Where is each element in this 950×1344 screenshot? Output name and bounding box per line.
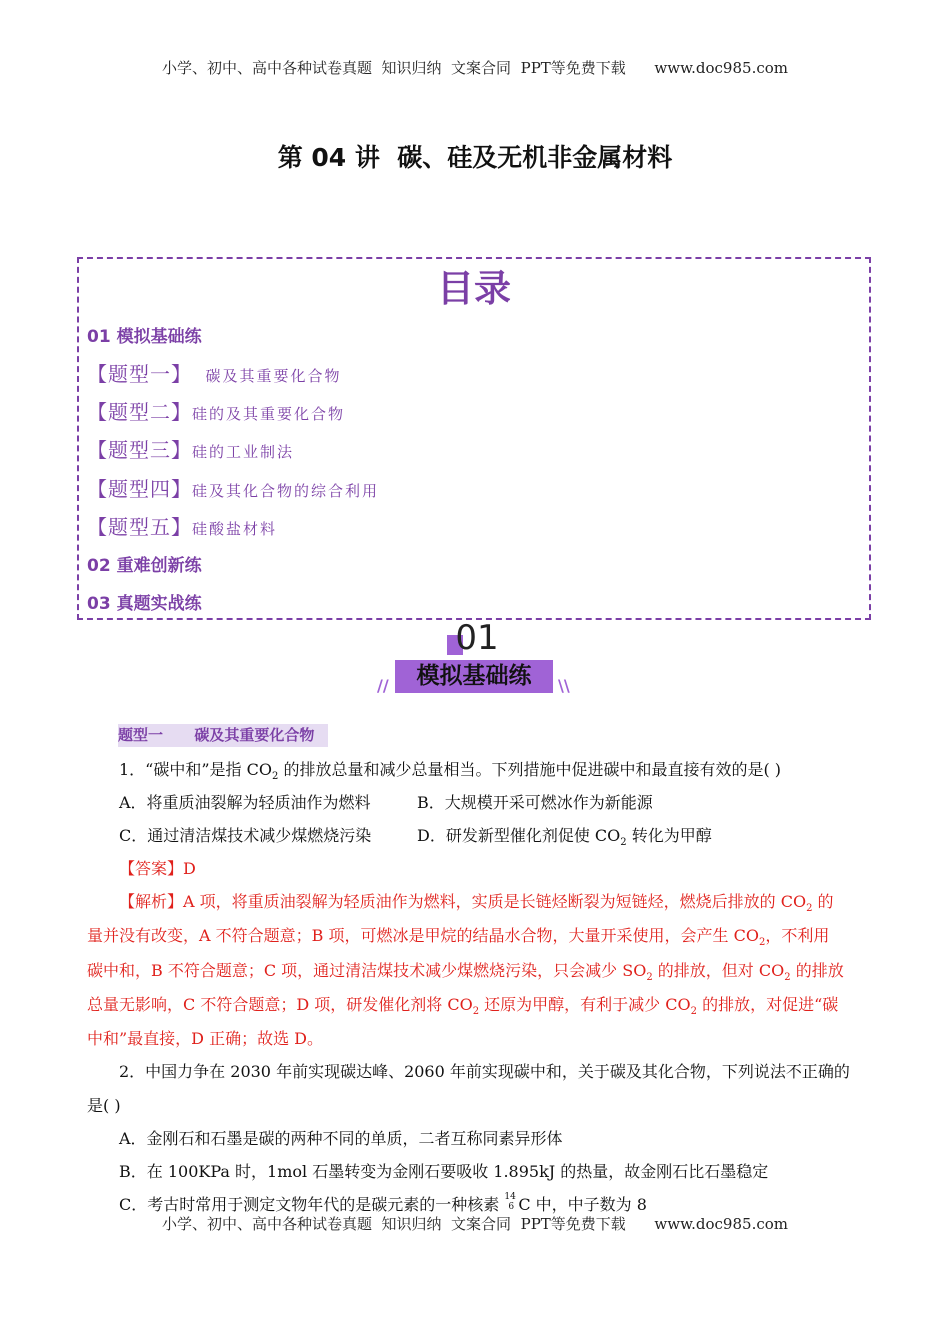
q1-option-b: B．大规模开采可燃冰作为新能源 <box>417 793 653 812</box>
q1-option-c: C．通过清洁煤技术减少煤燃烧污染 <box>119 826 372 845</box>
toc-section-1[interactable]: 01 模拟基础练 <box>87 327 202 347</box>
q2-stem-line-1: 2．中国力争在 2030 年前实现碳达峰、2060 年前实现碳中和，关于碳及其化合物，下列说法不正确的 <box>119 1062 850 1081</box>
toc-item-1[interactable] <box>87 358 342 387</box>
q1-explanation-line-5: 中和”最直接，D 正确；故选 D。 <box>87 1029 324 1048</box>
q1-option-d: D．研发新型催化剂促使 $CO_2$ 转化为甲醇 <box>417 826 712 849</box>
banner-left-slash: // <box>377 676 389 695</box>
toc-item-tag: 【题型五】 <box>87 515 192 539</box>
q2-stem-line-2: 是( ) <box>87 1096 121 1115</box>
q1-answer: 【答案】D <box>119 859 196 878</box>
nuclide-notation: 14 6 <box>504 1192 516 1212</box>
banner-number: 01 <box>455 618 499 658</box>
q1-explanation-line-4: 总量无影响，C 不符合题意；D 项，研发催化剂将 $CO_2$ 还原为甲醇，有利于减少 $CO_2$ 的排放，对促进“碳 <box>87 995 839 1018</box>
q1-explanation-line-1: 【解析】A 项，将重质油裂解为轻质油作为燃料，实质是长链烃断裂为短链烃，燃烧后排放的 $CO_2$ 的 <box>119 892 834 915</box>
page-footer: 小学、初中、高中各种试卷真题 知识归纳 文案合同 PPT等免费下载 www.doc985.com <box>161 1215 788 1233</box>
toc-section-2[interactable]: 02 重难创新练 <box>87 556 202 576</box>
banner-title: 模拟基础练 <box>416 663 532 689</box>
toc-item-tag: 【题型四】 <box>87 477 192 501</box>
toc-item-label: 碳及其重要化合物 <box>192 367 342 385</box>
banner-right-slash: \\ <box>558 676 570 695</box>
toc-heading: 目录 <box>437 267 511 310</box>
page-header: 小学、初中、高中各种试卷真题 知识归纳 文案合同 PPT等免费下载 www.doc985.com <box>161 59 788 77</box>
q2-option-c: C．考古时常用于测定文物年代的是碳元素的一种核素 14 6 C 中，中子数为 8 <box>119 1192 647 1214</box>
toc-item-label: 硅的工业制法 <box>192 443 295 461</box>
toc-item-3[interactable] <box>87 434 294 463</box>
q1-explanation-line-2: 量并没有改变，A 不符合题意；B 项，可燃冰是甲烷的结晶水合物，大量开采使用，会产生 $CO_2$，不利用 <box>87 926 830 949</box>
toc-item-label: 硅酸盐材料 <box>192 520 278 538</box>
toc-item-5[interactable] <box>87 511 277 540</box>
toc-section-3[interactable]: 03 真题实战练 <box>87 594 202 614</box>
q1-option-a: A．将重质油裂解为轻质油作为燃料 <box>119 793 371 812</box>
toc-item-4[interactable] <box>87 473 379 502</box>
toc-item-2[interactable] <box>87 396 345 425</box>
toc-item-tag: 【题型一】 <box>87 362 192 386</box>
toc-item-tag: 【题型二】 <box>87 400 192 424</box>
toc-item-label: 硅及其化合物的综合利用 <box>192 482 380 500</box>
question-type-header: 题型一 碳及其重要化合物 <box>118 724 328 747</box>
q2-option-b: B．在 100KPa 时，1mol 石墨转变为金刚石要吸收 1.895kJ 的热量，故金刚石比石墨稳定 <box>119 1162 769 1181</box>
document-title: 第 04 讲 碳、硅及无机非金属材料 <box>277 143 673 172</box>
q2-option-a: A．金刚石和石墨是碳的两种不同的单质，二者互称同素异形体 <box>119 1129 563 1148</box>
toc-item-label: 硅的及其重要化合物 <box>192 405 346 423</box>
q1-explanation-line-3: 碳中和，B 不符合题意；C 项，通过清洁煤技术减少煤燃烧污染，只会减少 $SO_2$ 的排放，但对 $CO_2$ 的排放 <box>87 961 844 984</box>
q1-stem: 1．“碳中和”是指 $CO_2$ 的排放总量和减少总量相当。下列措施中促进碳中和最直接有效的是( ) <box>119 760 782 783</box>
toc-item-tag: 【题型三】 <box>87 438 192 462</box>
